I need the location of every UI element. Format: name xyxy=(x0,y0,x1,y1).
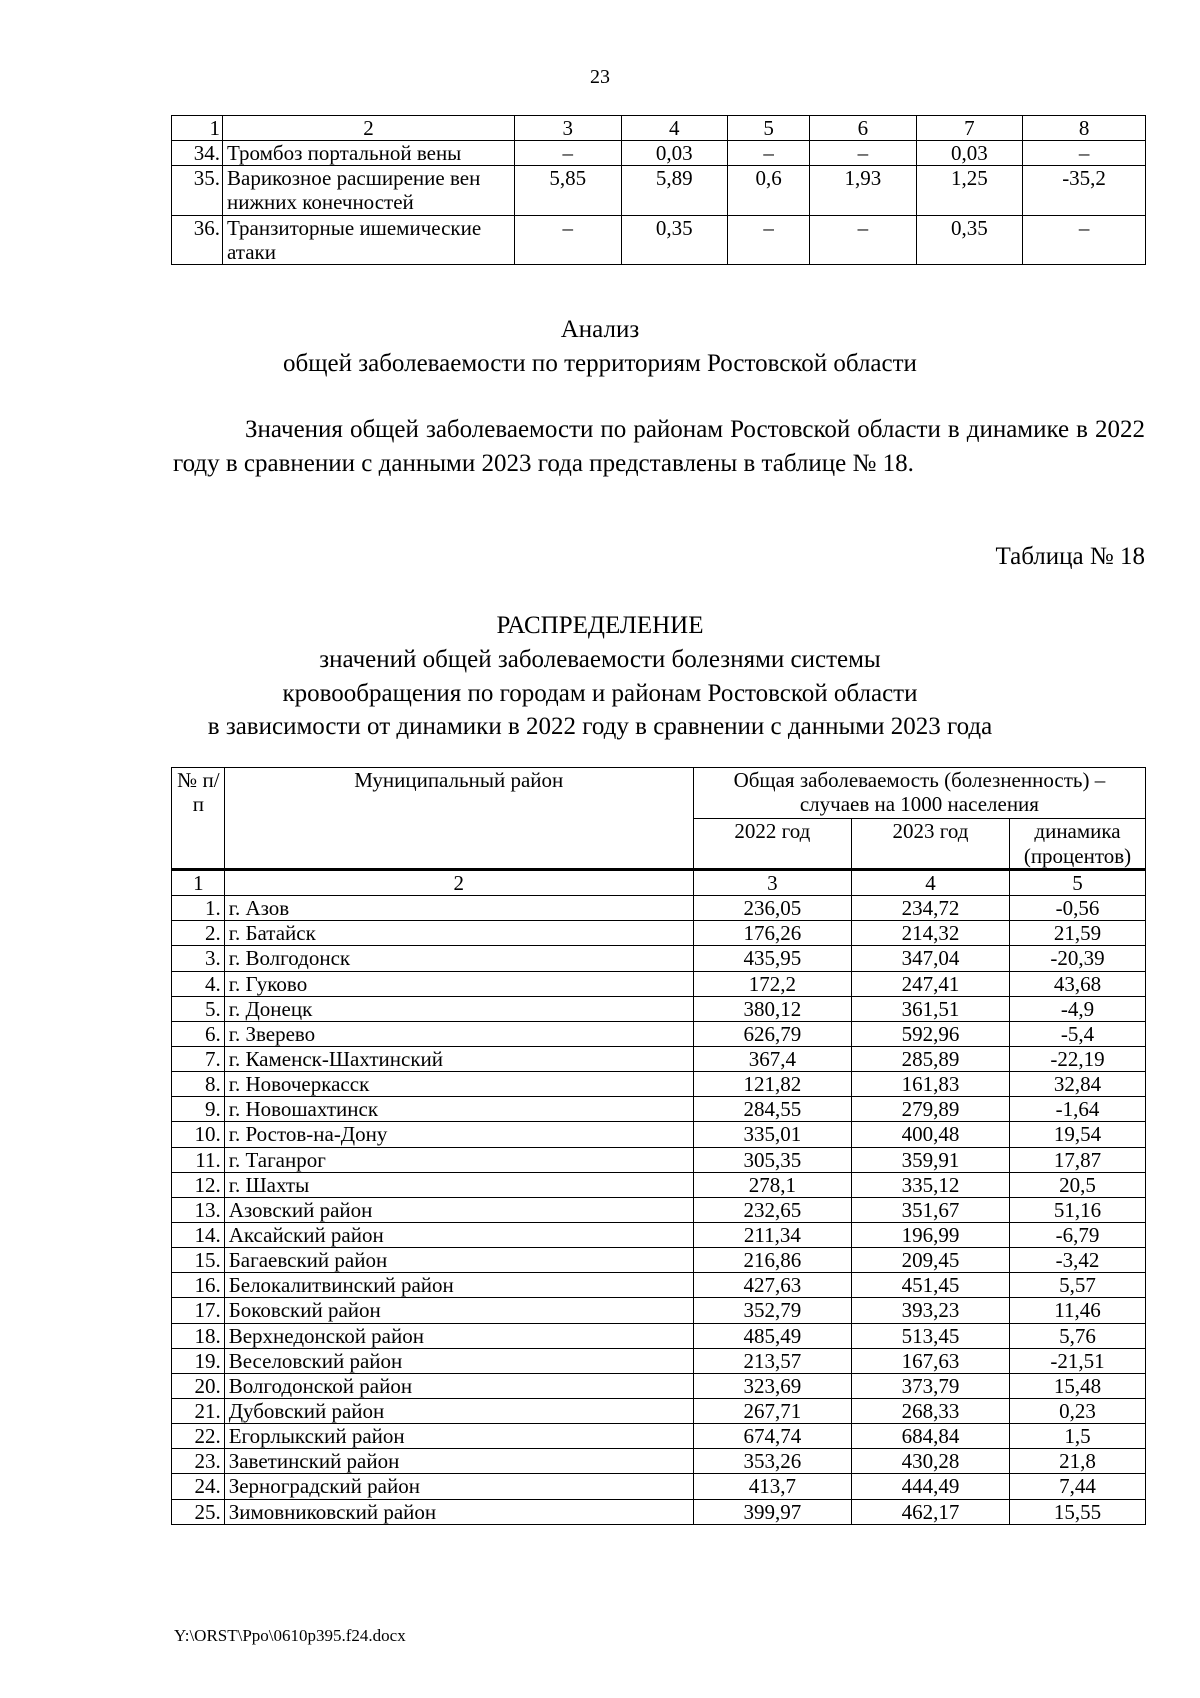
table-row xyxy=(172,1222,1146,1247)
value-cell: – xyxy=(810,141,917,166)
header-2022: 2022 год xyxy=(693,819,851,870)
row-number: 17. xyxy=(172,1298,225,1323)
value-cell: 5,89 xyxy=(621,166,728,215)
row-number: 7. xyxy=(172,1046,225,1071)
column-number: 3 xyxy=(693,870,851,896)
value-2023: 592,96 xyxy=(851,1021,1009,1046)
value-2023: 196,99 xyxy=(851,1222,1009,1247)
value-cell: – xyxy=(728,215,810,264)
row-number: 24. xyxy=(172,1474,225,1499)
value-2023: 373,79 xyxy=(851,1373,1009,1398)
district-name: г. Каменск-Шахтинский xyxy=(224,1046,693,1071)
value-cell: 0,6 xyxy=(728,166,810,215)
dynamics-value: 21,8 xyxy=(1010,1449,1146,1474)
row-number: 34. xyxy=(172,141,223,166)
value-2023: 361,51 xyxy=(851,996,1009,1021)
row-number: 19. xyxy=(172,1348,225,1373)
value-cell: – xyxy=(1023,215,1146,264)
distribution-heading-line2: значений общей заболеваемости болезнями системы xyxy=(319,645,881,673)
analysis-heading-line1: Анализ xyxy=(560,316,640,343)
table-row xyxy=(172,166,1146,215)
value-2023: 513,45 xyxy=(851,1323,1009,1348)
table-row xyxy=(172,1373,1146,1398)
table-row xyxy=(172,1449,1146,1474)
value-cell: -35,2 xyxy=(1023,166,1146,215)
value-2023: 335,12 xyxy=(851,1172,1009,1197)
table-row xyxy=(172,1323,1146,1348)
distribution-heading xyxy=(0,609,1200,744)
dynamics-value: -1,64 xyxy=(1010,1097,1146,1122)
column-number: 6 xyxy=(810,116,917,141)
value-2022: 278,1 xyxy=(693,1172,851,1197)
dynamics-value: -22,19 xyxy=(1010,1046,1146,1071)
dynamics-value: -4,9 xyxy=(1010,996,1146,1021)
column-number: 4 xyxy=(621,116,728,141)
row-number: 11. xyxy=(172,1147,225,1172)
dynamics-value: -6,79 xyxy=(1010,1222,1146,1247)
value-2022: 352,79 xyxy=(693,1298,851,1323)
district-name: Боковский район xyxy=(224,1298,693,1323)
value-cell: 1,25 xyxy=(916,166,1023,215)
table-row xyxy=(172,1021,1146,1046)
table-row xyxy=(172,215,1146,264)
dynamics-value: 20,5 xyxy=(1010,1172,1146,1197)
table-row xyxy=(172,1097,1146,1122)
row-number: 2. xyxy=(172,921,225,946)
row-number: 15. xyxy=(172,1248,225,1273)
district-name: Белокалитвинский район xyxy=(224,1273,693,1298)
dynamics-value: 32,84 xyxy=(1010,1072,1146,1097)
row-number: 3. xyxy=(172,946,225,971)
row-number: 21. xyxy=(172,1398,225,1423)
value-2022: 232,65 xyxy=(693,1197,851,1222)
dynamics-value: -20,39 xyxy=(1010,946,1146,971)
value-2022: 176,26 xyxy=(693,921,851,946)
district-name: г. Новочеркасск xyxy=(224,1072,693,1097)
row-number: 23. xyxy=(172,1449,225,1474)
value-2023: 462,17 xyxy=(851,1499,1009,1524)
value-2022: 367,4 xyxy=(693,1046,851,1071)
table-row xyxy=(172,1273,1146,1298)
district-name: г. Волгодонск xyxy=(224,946,693,971)
value-cell: – xyxy=(810,215,917,264)
distribution-heading-line1: РАСПРЕДЕЛЕНИЕ xyxy=(496,612,704,639)
diagnosis-name: Транзиторные ишемические атаки xyxy=(223,215,515,264)
row-number: 10. xyxy=(172,1122,225,1147)
row-number: 12. xyxy=(172,1172,225,1197)
dynamics-value: 19,54 xyxy=(1010,1122,1146,1147)
header-district: Муниципальный район xyxy=(224,768,693,870)
table-row xyxy=(172,921,1146,946)
column-number-row xyxy=(172,870,1146,896)
header-num: № п/п xyxy=(172,768,225,870)
value-2022: 380,12 xyxy=(693,996,851,1021)
value-2023: 451,45 xyxy=(851,1273,1009,1298)
value-2022: 121,82 xyxy=(693,1072,851,1097)
value-cell: – xyxy=(515,141,622,166)
header-dynamics: динамика (процентов) xyxy=(1010,819,1146,870)
table-row xyxy=(172,896,1146,921)
header-incidence: Общая заболеваемость (болезненность) – случаев на 1000 населения xyxy=(693,768,1145,819)
column-number: 7 xyxy=(916,116,1023,141)
value-2023: 279,89 xyxy=(851,1097,1009,1122)
table-18 xyxy=(171,767,1146,1525)
district-name: Заветинский район xyxy=(224,1449,693,1474)
table-row xyxy=(172,1147,1146,1172)
district-name: Егорлыкский район xyxy=(224,1424,693,1449)
dynamics-value: 11,46 xyxy=(1010,1298,1146,1323)
dynamics-value: 17,87 xyxy=(1010,1147,1146,1172)
value-2023: 444,49 xyxy=(851,1474,1009,1499)
value-2022: 236,05 xyxy=(693,896,851,921)
row-number: 6. xyxy=(172,1021,225,1046)
table-row xyxy=(172,1348,1146,1373)
dynamics-value: 51,16 xyxy=(1010,1197,1146,1222)
value-cell: – xyxy=(728,141,810,166)
value-2022: 674,74 xyxy=(693,1424,851,1449)
diagnosis-name: Тромбоз портальной вены xyxy=(223,141,515,166)
dynamics-value: 21,59 xyxy=(1010,921,1146,946)
value-2023: 268,33 xyxy=(851,1398,1009,1423)
column-number: 1 xyxy=(172,870,225,896)
table-row xyxy=(172,1172,1146,1197)
row-number: 4. xyxy=(172,971,225,996)
district-name: г. Зверево xyxy=(224,1021,693,1046)
district-name: Аксайский район xyxy=(224,1222,693,1247)
column-number: 4 xyxy=(851,870,1009,896)
table-row xyxy=(172,1046,1146,1071)
value-2023: 684,84 xyxy=(851,1424,1009,1449)
value-2022: 216,86 xyxy=(693,1248,851,1273)
row-number: 1. xyxy=(172,896,225,921)
distribution-heading-line4: в зависимости от динамики в 2022 году в сравнении с данными 2023 года xyxy=(207,713,993,741)
table-row xyxy=(172,1248,1146,1273)
column-number: 2 xyxy=(224,870,693,896)
dynamics-value: 5,57 xyxy=(1010,1273,1146,1298)
table-row xyxy=(172,1072,1146,1097)
table-row xyxy=(172,946,1146,971)
value-cell: – xyxy=(1023,141,1146,166)
row-number: 18. xyxy=(172,1323,225,1348)
value-2023: 234,72 xyxy=(851,896,1009,921)
value-2022: 323,69 xyxy=(693,1373,851,1398)
district-name: Зимовниковский район xyxy=(224,1499,693,1524)
dynamics-value: 15,55 xyxy=(1010,1499,1146,1524)
district-name: г. Гуково xyxy=(224,971,693,996)
table-row xyxy=(172,1298,1146,1323)
column-number: 2 xyxy=(223,116,515,141)
dynamics-value: -0,56 xyxy=(1010,896,1146,921)
page-number: 23 xyxy=(590,66,610,88)
dynamics-value: 1,5 xyxy=(1010,1424,1146,1449)
value-2023: 161,83 xyxy=(851,1072,1009,1097)
dynamics-value: -21,51 xyxy=(1010,1348,1146,1373)
column-number: 3 xyxy=(515,116,622,141)
district-name: г. Ростов-на-Дону xyxy=(224,1122,693,1147)
header-2023: 2023 год xyxy=(851,819,1009,870)
value-2023: 209,45 xyxy=(851,1248,1009,1273)
table-row xyxy=(172,116,1146,141)
dynamics-value: 5,76 xyxy=(1010,1323,1146,1348)
row-number: 9. xyxy=(172,1097,225,1122)
file-path-footer: Y:\ORST\Ppo\0610p395.f24.docx xyxy=(174,1626,406,1645)
row-number: 36. xyxy=(172,215,223,264)
value-2022: 335,01 xyxy=(693,1122,851,1147)
value-2022: 267,71 xyxy=(693,1398,851,1423)
table-row xyxy=(172,141,1146,166)
value-2023: 214,32 xyxy=(851,921,1009,946)
table-row xyxy=(172,1499,1146,1524)
dynamics-value: 0,23 xyxy=(1010,1398,1146,1423)
dynamics-value: 43,68 xyxy=(1010,971,1146,996)
table-row xyxy=(172,1122,1146,1147)
analysis-heading xyxy=(0,313,1200,381)
distribution-heading-line3: кровообращения по городам и районам Ростовской области xyxy=(282,679,918,707)
row-number: 22. xyxy=(172,1424,225,1449)
value-2023: 351,67 xyxy=(851,1197,1009,1222)
row-number: 16. xyxy=(172,1273,225,1298)
row-number: 14. xyxy=(172,1222,225,1247)
row-number: 20. xyxy=(172,1373,225,1398)
district-name: г. Донецк xyxy=(224,996,693,1021)
dynamics-value: -3,42 xyxy=(1010,1248,1146,1273)
continuation-table xyxy=(171,115,1146,265)
dynamics-value: 7,44 xyxy=(1010,1474,1146,1499)
district-name: г. Батайск xyxy=(224,921,693,946)
value-cell: 1,93 xyxy=(810,166,917,215)
row-number: 13. xyxy=(172,1197,225,1222)
district-name: Багаевский район xyxy=(224,1248,693,1273)
value-2022: 427,63 xyxy=(693,1273,851,1298)
table-row xyxy=(172,1197,1146,1222)
value-2022: 485,49 xyxy=(693,1323,851,1348)
district-name: Азовский район xyxy=(224,1197,693,1222)
column-number: 5 xyxy=(728,116,810,141)
value-2023: 430,28 xyxy=(851,1449,1009,1474)
value-cell: – xyxy=(515,215,622,264)
value-cell: 0,35 xyxy=(916,215,1023,264)
value-cell: 0,03 xyxy=(916,141,1023,166)
district-name: г. Азов xyxy=(224,896,693,921)
diagnosis-name: Варикозное расширение вен нижних конечностей xyxy=(223,166,515,215)
value-2022: 413,7 xyxy=(693,1474,851,1499)
value-cell: 0,35 xyxy=(621,215,728,264)
value-2023: 347,04 xyxy=(851,946,1009,971)
row-number: 25. xyxy=(172,1499,225,1524)
table-row xyxy=(172,1424,1146,1449)
district-name: Волгодонской район xyxy=(224,1373,693,1398)
value-2023: 400,48 xyxy=(851,1122,1009,1147)
column-number: 1 xyxy=(172,116,223,141)
table-row xyxy=(172,1474,1146,1499)
value-2022: 284,55 xyxy=(693,1097,851,1122)
table-row xyxy=(172,996,1146,1021)
value-2022: 172,2 xyxy=(693,971,851,996)
district-name: г. Таганрог xyxy=(224,1147,693,1172)
row-number: 5. xyxy=(172,996,225,1021)
value-2023: 393,23 xyxy=(851,1298,1009,1323)
district-name: г. Шахты xyxy=(224,1172,693,1197)
analysis-heading-line2: общей заболеваемости по территориям Ростовской области xyxy=(283,349,917,377)
value-2023: 247,41 xyxy=(851,971,1009,996)
dynamics-value: 15,48 xyxy=(1010,1373,1146,1398)
row-number: 35. xyxy=(172,166,223,215)
value-2023: 167,63 xyxy=(851,1348,1009,1373)
district-name: г. Новошахтинск xyxy=(224,1097,693,1122)
table-row xyxy=(172,971,1146,996)
dynamics-value: -5,4 xyxy=(1010,1021,1146,1046)
value-2022: 211,34 xyxy=(693,1222,851,1247)
column-number: 8 xyxy=(1023,116,1146,141)
intro-paragraph: Значения общей заболеваемости по районам Ростовской области в динамике в 2022 году в сравнении с данными 2023 года представлены в таблице № 18. xyxy=(173,416,1145,477)
table-label: Таблица № 18 xyxy=(995,543,1145,570)
table-row xyxy=(172,1398,1146,1423)
district-name: Дубовский район xyxy=(224,1398,693,1423)
value-2022: 626,79 xyxy=(693,1021,851,1046)
value-2023: 359,91 xyxy=(851,1147,1009,1172)
value-2022: 353,26 xyxy=(693,1449,851,1474)
value-2022: 213,57 xyxy=(693,1348,851,1373)
district-name: Зерноградский район xyxy=(224,1474,693,1499)
row-number: 8. xyxy=(172,1072,225,1097)
district-name: Верхнедонской район xyxy=(224,1323,693,1348)
district-name: Веселовский район xyxy=(224,1348,693,1373)
value-2022: 305,35 xyxy=(693,1147,851,1172)
value-2022: 435,95 xyxy=(693,946,851,971)
column-number: 5 xyxy=(1010,870,1146,896)
value-cell: 0,03 xyxy=(621,141,728,166)
value-2023: 285,89 xyxy=(851,1046,1009,1071)
value-2022: 399,97 xyxy=(693,1499,851,1524)
value-cell: 5,85 xyxy=(515,166,622,215)
